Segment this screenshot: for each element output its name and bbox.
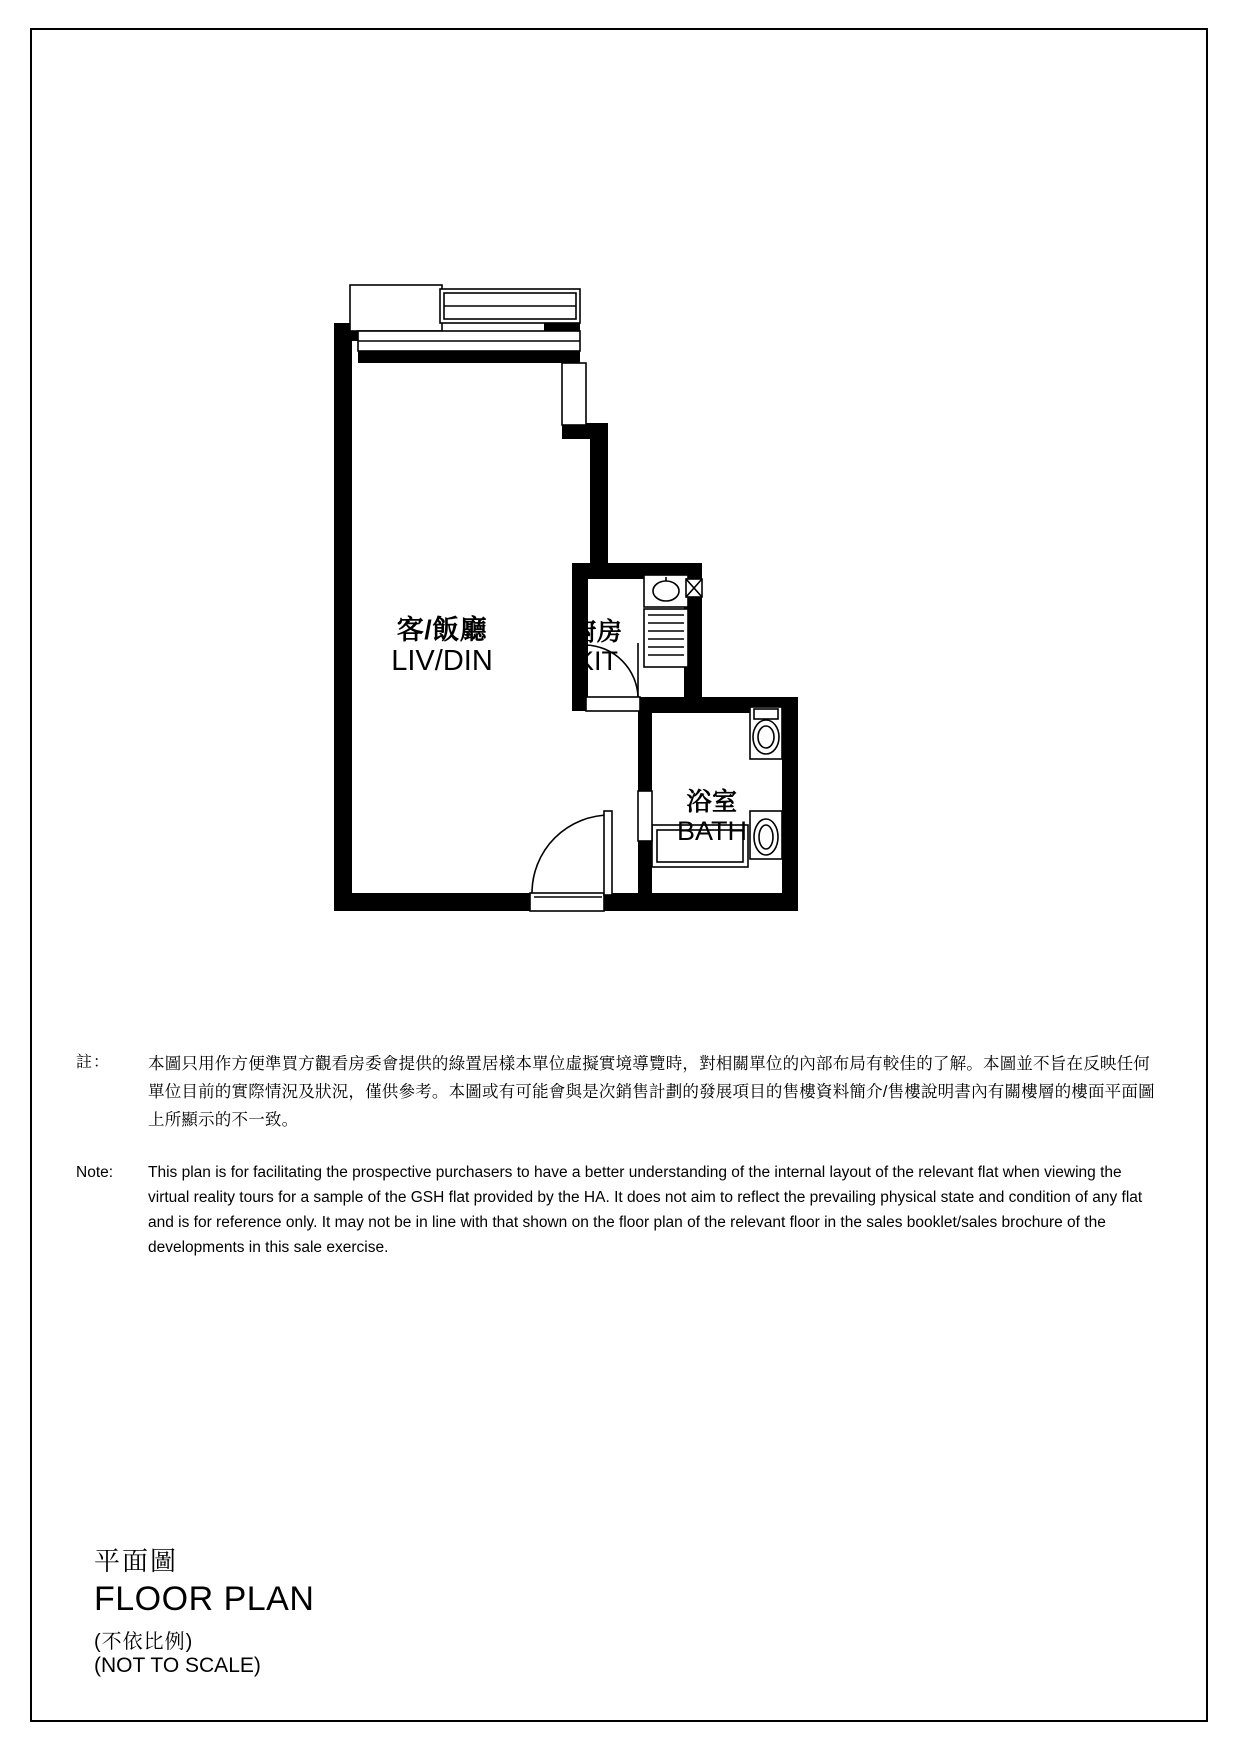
note-english-label: Note: — [76, 1164, 114, 1182]
note-chinese — [76, 1050, 1166, 1134]
footer-title-block — [94, 1541, 314, 1678]
room-label-bathroom-en: BATH — [676, 816, 747, 846]
floor-plan-drawing — [32, 30, 1210, 1030]
room-label-living-dining-cn: 客/飯廳 — [396, 615, 488, 645]
room-label-bathroom-cn: 浴室 — [686, 788, 738, 816]
note-chinese-label: 註： — [76, 1054, 111, 1071]
room-label-bathroom — [642, 788, 782, 846]
note-english — [76, 1160, 1166, 1260]
page-border — [30, 28, 1208, 1722]
scale-note-en: (NOT TO SCALE) — [94, 1654, 261, 1677]
notes-section — [76, 1050, 1166, 1287]
page-title-en: FLOOR PLAN — [94, 1580, 315, 1618]
page-title-cn: 平面圖 — [94, 1546, 179, 1576]
room-label-kitchen — [532, 618, 662, 676]
room-label-kitchen-cn: 廚房 — [571, 618, 623, 646]
scale-note-cn: (不依比例) — [94, 1631, 194, 1653]
room-label-living-dining-en: LIV/DIN — [391, 645, 493, 678]
floor-plan-svg — [272, 245, 892, 945]
room-label-kitchen-en: KIT — [575, 646, 618, 676]
room-label-living-dining — [332, 615, 552, 678]
note-chinese-text: 本圖只用作方便準買方觀看房委會提供的綠置居樣本單位虛擬實境導覽時，對相關單位的內部布局有較佳的了解。本圖並不旨在反映任何單位目前的實際情況及狀況，僅供參考。本圖或有可能會與是次銷售計劃的發展項目的售樓資料簡介/售樓說明書內有關樓層的樓面平面圖上所顯示的不一致。 — [148, 1055, 1155, 1130]
note-english-text: This plan is for facilitating the prospective purchasers to have a better understanding of the internal layout of the relevant flat when viewing the virtual reality tours for a sample of the GSH flat provided by the HA. It does not aim to reflect the prevailing physical state and condition of any flat and is for reference only. It may not be in line with that shown on the floor plan of the relevant floor in the sales booklet/sales brochure of the developments in this sale exercise. — [148, 1164, 1143, 1257]
